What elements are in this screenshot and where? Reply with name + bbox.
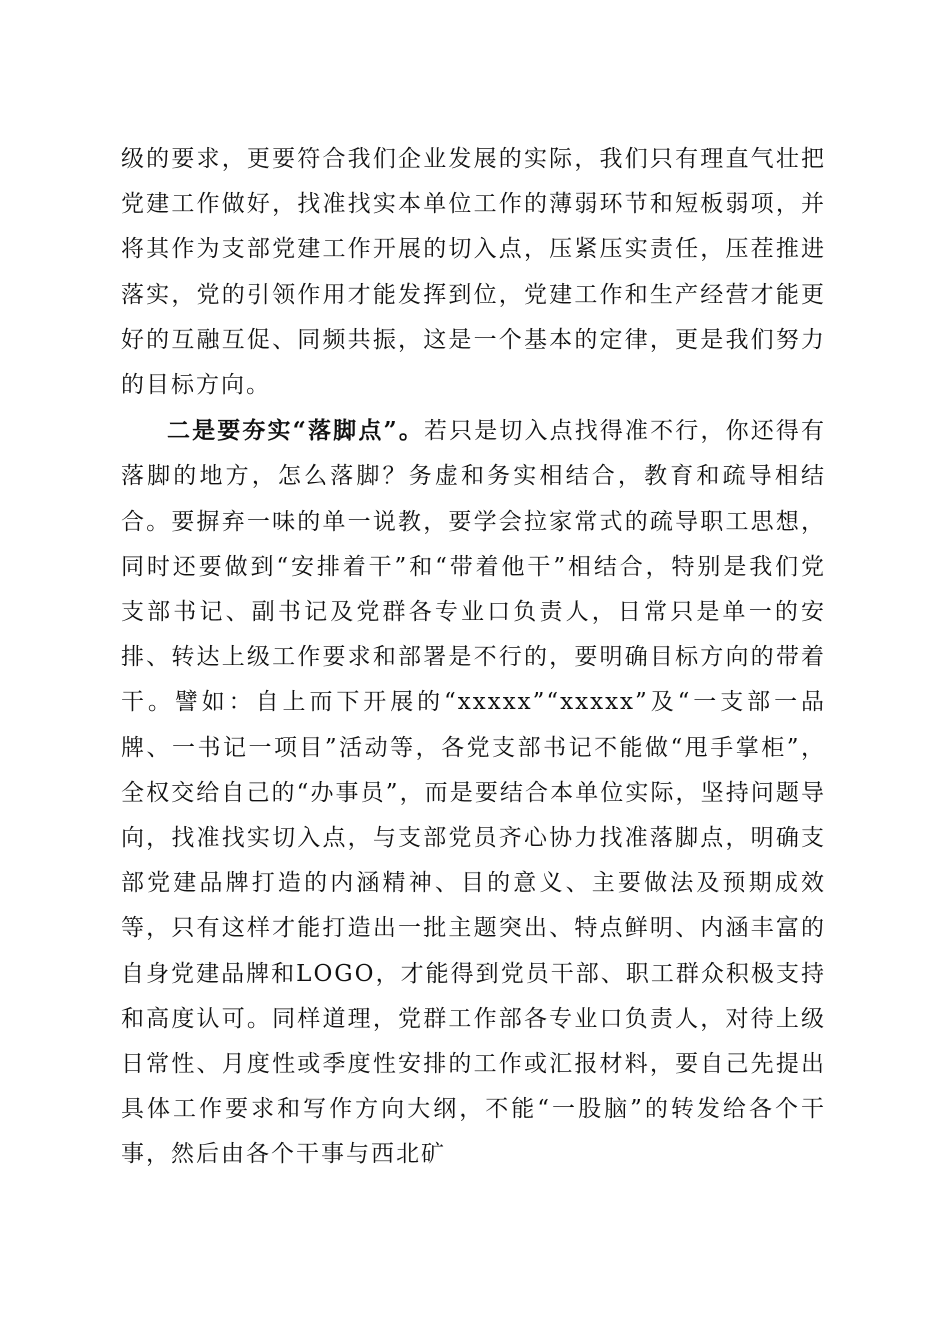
document-body [121, 137, 826, 1178]
paragraph-2 [121, 408, 826, 1177]
paragraph-2-body: 若只是切入点找得准不行，你还得有落脚的地方，怎么落脚？务虚和务实相结合，教育和疏导相结合。要摒弃一味的单一说教，要学会拉家常式的疏导职工思想，同时还要做到“安排着干”和“带着他干”相结合，特别是我们党支部书记、副书记及党群各专业口负责人，日常只是单一的安排、转达上级工作要求和部署是不行的，要明确目标方向的带着干。譬如：自上而下开展的“xxxxx”“xxxxx”及“一支部一品牌、一书记一项目”活动等，各党支部书记不能做“甩手掌柜”，全权交给自己的“办事员”，而是要结合本单位实际，坚持问题导向，找准找实切入点，与支部党员齐心协力找准落脚点，明确支部党建品牌打造的内涵精神、目的意义、主要做法及预期成效等，只有这样才能打造出一批主题突出、特点鲜明、内涵丰富的自身党建品牌和LOGO，才能得到党员干部、职工群众积极支持和高度认可。同样道理，党群工作部各专业口负责人，对待上级日常性、月度性或季度性安排的工作或汇报材料，要自己先提出具体工作要求和写作方向大纲，不能“一股脑”的转发给各个干事，然后由各个干事与西北矿 [121, 418, 826, 1168]
paragraph-1: 级的要求，更要符合我们企业发展的实际，我们只有理直气壮把党建工作做好，找准找实本单位工作的薄弱环节和短板弱项，并将其作为支部党建工作开展的切入点，压紧压实责任，压茬推进落实，党的引领作用才能发挥到位，党建工作和生产经营才能更好的互融互促、同频共振，这是一个基本的定律，更是我们努力的目标方向。 [121, 146, 826, 399]
paragraph-2-lead: 二是要夯实“落脚点”。 [167, 417, 424, 445]
